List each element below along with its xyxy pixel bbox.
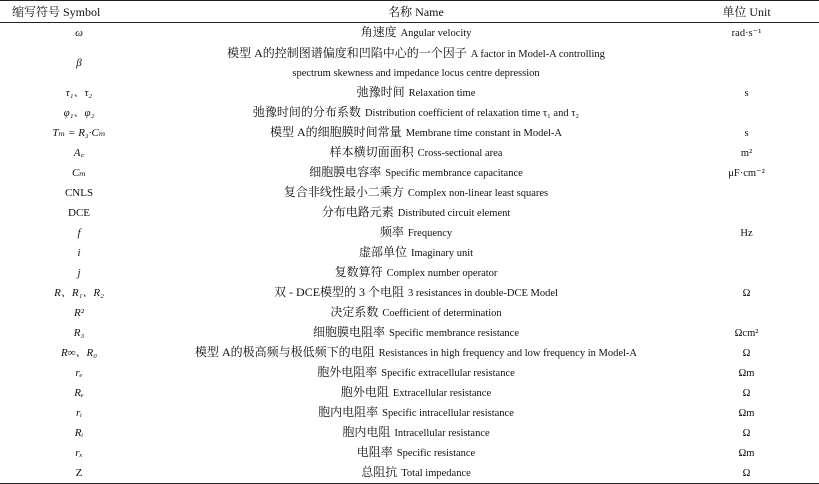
name-english: Angular velocity	[400, 28, 472, 39]
table-row	[0, 163, 819, 183]
unit-text: Ωm	[738, 407, 755, 419]
unit-cell	[674, 343, 819, 363]
name-chinese: 弛豫时间的分布系数	[252, 105, 361, 119]
unit-cell	[674, 443, 819, 463]
name-chinese: 胞内电阻	[342, 425, 391, 439]
unit-cell	[674, 183, 819, 203]
unit-column-header: 单位 Unit	[674, 1, 819, 23]
symbol-cell	[0, 203, 158, 223]
name-cell	[158, 103, 674, 123]
name-cell	[158, 443, 674, 463]
name-cell	[158, 263, 674, 283]
unit-cell	[674, 363, 819, 383]
table-row	[0, 23, 819, 44]
name-cell	[158, 423, 674, 443]
name-chinese: 胞内电阻率	[318, 405, 379, 419]
name-english: Membrane time constant in Model-A	[405, 128, 562, 139]
table-row	[0, 343, 819, 363]
symbol-text: R、R₁、R₂	[54, 287, 104, 299]
name-cell	[158, 143, 674, 163]
symbol-text: A꜀	[73, 147, 85, 159]
symbol-text: rᵢ	[75, 407, 83, 419]
name-english: Specific resistance	[396, 448, 476, 459]
name-chinese: 复合非线性最小二乘方	[283, 185, 404, 199]
table-row	[0, 103, 819, 123]
name-english: Coefficient of determination	[382, 308, 502, 319]
name-chinese: 弛豫时间	[356, 85, 405, 99]
symbol-text: DCE	[68, 207, 90, 219]
table-row	[0, 423, 819, 443]
name-english: Complex number operator	[386, 268, 498, 279]
name-chinese: 角速度	[360, 25, 397, 39]
name-cell	[158, 363, 674, 383]
table-row	[0, 463, 819, 484]
name-chinese: 细胞膜电阻率	[312, 325, 385, 339]
name-chinese: 胞外电阻	[340, 385, 389, 399]
symbol-cell	[0, 223, 158, 243]
name-cell	[158, 323, 674, 343]
table-row	[0, 323, 819, 343]
symbol-cell	[0, 43, 158, 83]
symbol-cell	[0, 103, 158, 123]
unit-text: Ωm	[738, 447, 755, 459]
name-cell	[158, 283, 674, 303]
symbol-cell	[0, 83, 158, 103]
symbol-cell	[0, 243, 158, 263]
unit-text: Ω	[742, 387, 751, 399]
table-row	[0, 223, 819, 243]
name-chinese: 模型 A的极高频与极低频下的电阻	[194, 345, 375, 359]
unit-cell	[674, 163, 819, 183]
unit-text: m²	[740, 147, 753, 159]
name-chinese: 总阻抗	[361, 465, 398, 479]
name-english: Distributed circuit element	[397, 208, 511, 219]
symbol-cell	[0, 323, 158, 343]
symbol-cell	[0, 403, 158, 423]
name-chinese: 模型 A的细胞膜时间常量	[270, 125, 402, 139]
unit-cell	[674, 103, 819, 123]
symbol-cell	[0, 23, 158, 44]
symbol-text: rₓ	[75, 447, 83, 459]
symbol-cell	[0, 283, 158, 303]
unit-text: s	[744, 127, 749, 139]
symbol-text: CNLS	[64, 187, 94, 199]
symbol-cell	[0, 143, 158, 163]
symbol-text: Z	[75, 467, 83, 479]
name-cell	[158, 303, 674, 323]
table-row	[0, 363, 819, 383]
name-cell	[158, 403, 674, 423]
name-english: Specific membrance resistance	[388, 328, 520, 339]
unit-cell	[674, 303, 819, 323]
unit-text: s	[744, 87, 749, 99]
name-english: Specific extracellular resistance	[381, 368, 515, 379]
name-chinese: 细胞膜电容率	[309, 165, 382, 179]
symbol-text: Cₘ	[71, 167, 87, 179]
name-english: Relaxation time	[408, 88, 476, 99]
name-chinese: 频率	[379, 225, 404, 239]
name-cell	[158, 463, 674, 484]
unit-cell	[674, 263, 819, 283]
unit-text: Ωcm²	[734, 327, 759, 339]
name-english: Distribution coefficient of relaxation time τ₁ and τ₂	[364, 108, 580, 119]
unit-cell	[674, 243, 819, 263]
unit-text: μF·cm⁻²	[728, 167, 765, 179]
symbol-cell	[0, 443, 158, 463]
table-row	[0, 303, 819, 323]
symbol-text: R₃	[73, 327, 85, 339]
name-cell	[158, 183, 674, 203]
name-chinese: 双 - DCE模型的 3 个电阻	[274, 285, 405, 299]
name-chinese: 胞外电阻率	[317, 365, 378, 379]
table-row	[0, 83, 819, 103]
symbol-cell	[0, 363, 158, 383]
symbol-column-header: 缩写符号 Symbol	[0, 1, 158, 23]
name-cell	[158, 83, 674, 103]
name-chinese: 决定系数	[330, 305, 379, 319]
table-row	[0, 143, 819, 163]
name-chinese: 分布电路元素	[321, 205, 394, 219]
unit-cell	[674, 203, 819, 223]
name-english: Imaginary unit	[410, 248, 474, 259]
unit-text: Hz	[740, 227, 753, 239]
name-english: Resistances in high frequency and low frequency in Model-A	[378, 348, 637, 359]
name-cell	[158, 243, 674, 263]
name-cell	[158, 23, 674, 44]
unit-cell	[674, 123, 819, 143]
symbol-cell	[0, 183, 158, 203]
symbol-text: Rᵢ	[74, 427, 84, 439]
name-english: Intracellular resistance	[394, 428, 490, 439]
unit-cell	[674, 83, 819, 103]
unit-cell	[674, 383, 819, 403]
symbol-cell	[0, 303, 158, 323]
name-english: Specific intracellular resistance	[382, 408, 514, 419]
name-english: Total impedance	[401, 468, 471, 479]
symbol-cell	[0, 383, 158, 403]
name-cell	[158, 203, 674, 223]
name-english: Frequency	[407, 228, 453, 239]
symbol-text: rₑ	[75, 367, 83, 379]
unit-text: Ω	[742, 287, 751, 299]
table-row	[0, 263, 819, 283]
symbol-cell	[0, 263, 158, 283]
unit-cell	[674, 463, 819, 484]
name-cell	[158, 223, 674, 243]
unit-text: Ωm	[738, 367, 755, 379]
unit-cell	[674, 323, 819, 343]
name-cell	[158, 43, 674, 83]
symbol-text: R²	[73, 307, 85, 319]
symbol-cell	[0, 343, 158, 363]
symbol-text: f	[77, 227, 81, 239]
unit-text: rad·s⁻¹	[731, 27, 762, 39]
symbol-text: i	[77, 247, 81, 259]
symbol-cell	[0, 463, 158, 484]
symbol-text: R∞、R₀	[60, 347, 98, 359]
symbol-text: β	[76, 57, 82, 69]
unit-cell	[674, 143, 819, 163]
name-chinese: 样本横切面面积	[329, 145, 414, 159]
name-cell	[158, 383, 674, 403]
name-cell	[158, 343, 674, 363]
unit-text: Ω	[742, 347, 751, 359]
table-row	[0, 443, 819, 463]
table-row	[0, 123, 819, 143]
symbol-text: j	[77, 267, 81, 279]
name-chinese: 模型 A的控制图谱偏度和凹陷中心的一个因子	[227, 45, 467, 60]
unit-text: Ω	[742, 427, 751, 439]
name-chinese: 虚部单位	[358, 245, 407, 259]
name-cell	[158, 163, 674, 183]
symbol-cell	[0, 123, 158, 143]
table-row	[0, 43, 819, 83]
name-english: Cross-sectional area	[417, 148, 503, 159]
unit-cell	[674, 423, 819, 443]
unit-cell	[674, 283, 819, 303]
symbol-text: Tₘ = R₃·Cₘ	[52, 127, 106, 139]
name-english: 3 resistances in double-DCE Model	[408, 288, 558, 299]
name-english: A factor in Model-A controlling	[470, 48, 605, 60]
unit-cell	[674, 403, 819, 423]
symbol-cell	[0, 163, 158, 183]
table-row	[0, 243, 819, 263]
table-row	[0, 403, 819, 423]
name-english: Complex non-linear least squares	[407, 188, 549, 199]
table-row	[0, 203, 819, 223]
symbol-text: ω	[75, 27, 83, 39]
table-row	[0, 183, 819, 203]
name-cell	[158, 123, 674, 143]
name-english-continued: spectrum skewness and impedance locus centre depression	[292, 67, 540, 79]
name-chinese: 电阻率	[356, 445, 393, 459]
table-row	[0, 283, 819, 303]
unit-cell	[674, 43, 819, 83]
table-row	[0, 383, 819, 403]
unit-cell	[674, 23, 819, 44]
symbol-text: φ₁、φ₂	[63, 107, 95, 119]
name-chinese: 复数算符	[334, 265, 383, 279]
symbol-text: Rₑ	[74, 387, 84, 399]
unit-cell	[674, 223, 819, 243]
name-english: Extracellular resistance	[392, 388, 492, 399]
name-english: Specific membrance capacitance	[385, 168, 523, 179]
unit-text: Ω	[742, 467, 751, 479]
symbol-cell	[0, 423, 158, 443]
name-column-header: 名称 Name	[158, 1, 674, 23]
symbol-text: τ₁、τ₂	[65, 87, 93, 99]
table-header-row	[0, 1, 819, 23]
